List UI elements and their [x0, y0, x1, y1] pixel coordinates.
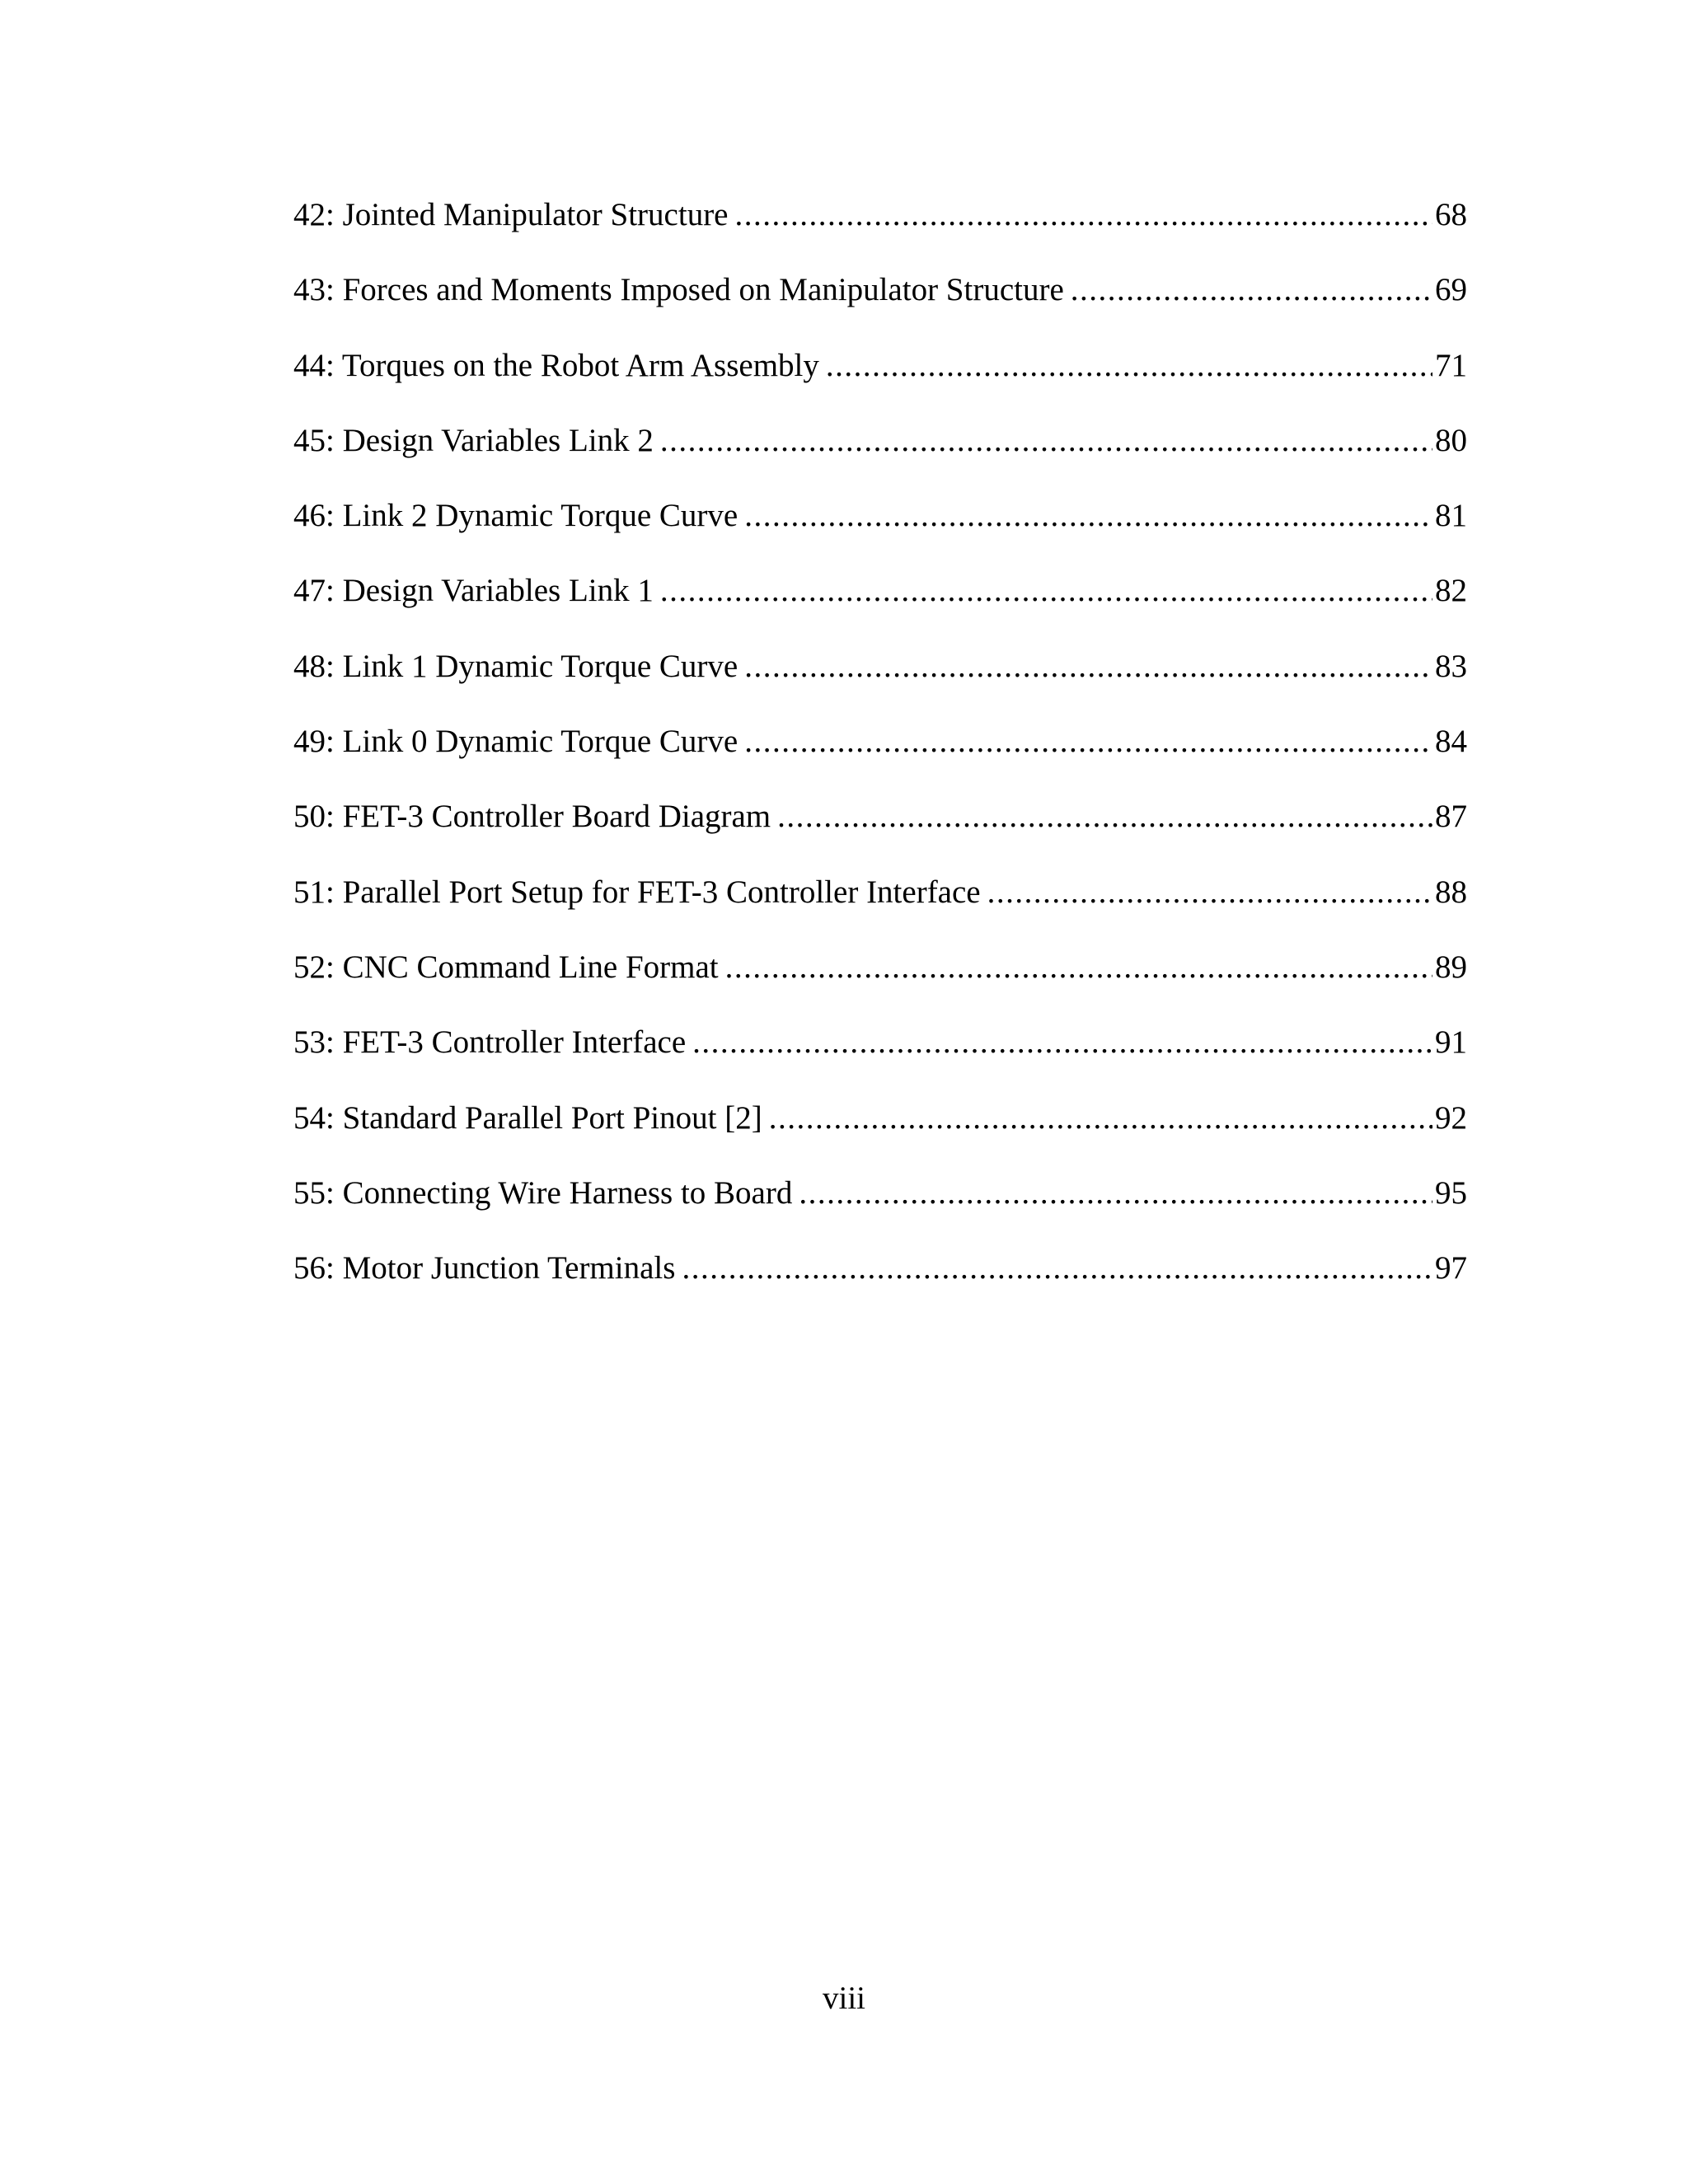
toc-entry-label: 52: CNC Command Line Format — [293, 949, 719, 985]
toc-entry-page: 80 — [1435, 422, 1467, 458]
toc-entry[interactable] — [293, 495, 1467, 570]
toc-entry-label: 51: Parallel Port Setup for FET-3 Controller Interface — [293, 874, 981, 910]
toc-entry-label: 49: Link 0 Dynamic Torque Curve — [293, 724, 738, 760]
toc-entry-page: 91 — [1435, 1024, 1467, 1061]
toc-entry-page: 83 — [1435, 648, 1467, 684]
toc-entry[interactable] — [293, 269, 1467, 344]
toc-entry-label: 55: Connecting Wire Harness to Board — [293, 1174, 793, 1211]
dot-leader — [744, 495, 1432, 537]
dot-leader — [725, 947, 1432, 988]
toc-entry[interactable] — [293, 796, 1467, 871]
toc-entry-page: 81 — [1435, 498, 1467, 534]
dot-leader — [987, 872, 1432, 913]
toc-entry[interactable] — [293, 420, 1467, 495]
toc-entry-label: 56: Motor Junction Terminals — [293, 1250, 676, 1286]
dot-leader — [769, 1098, 1432, 1139]
toc-entry-page: 97 — [1435, 1250, 1467, 1286]
dot-leader — [777, 796, 1432, 837]
toc-entry-label: 45: Design Variables Link 2 — [293, 422, 654, 458]
toc-entry-label: 53: FET-3 Controller Interface — [293, 1024, 687, 1061]
toc-entry-page: 88 — [1435, 874, 1467, 910]
toc-entry[interactable] — [293, 947, 1467, 1022]
toc-entry-label: 43: Forces and Moments Imposed on Manipulator Structure — [293, 272, 1064, 308]
toc-entry-label: 54: Standard Parallel Port Pinout [2] — [293, 1099, 762, 1136]
toc-entry[interactable] — [293, 1098, 1467, 1173]
dot-leader — [660, 420, 1432, 462]
toc-entry-page: 92 — [1435, 1099, 1467, 1136]
toc-entry-page: 95 — [1435, 1174, 1467, 1211]
toc-entry[interactable] — [293, 646, 1467, 721]
dot-leader — [744, 721, 1432, 762]
toc-entry[interactable] — [293, 1173, 1467, 1248]
toc-entry-page: 87 — [1435, 799, 1467, 835]
toc-entry-page: 82 — [1435, 573, 1467, 609]
dot-leader — [692, 1022, 1432, 1063]
list-of-figures — [293, 194, 1467, 1323]
toc-entry-page: 68 — [1435, 197, 1467, 232]
toc-entry-page: 69 — [1435, 272, 1467, 308]
toc-entry-label: 46: Link 2 Dynamic Torque Curve — [293, 498, 738, 534]
dot-leader — [799, 1173, 1432, 1214]
toc-entry[interactable] — [293, 570, 1467, 645]
toc-entry-page: 89 — [1435, 949, 1467, 985]
toc-entry[interactable] — [293, 345, 1467, 420]
toc-entry-page: 84 — [1435, 724, 1467, 760]
dot-leader — [660, 570, 1432, 612]
toc-entry[interactable] — [293, 872, 1467, 947]
page-number: viii — [822, 1980, 865, 2016]
toc-entry-label: 48: Link 1 Dynamic Torque Curve — [293, 648, 738, 684]
toc-entry[interactable] — [293, 1248, 1467, 1323]
toc-entry-label: 42: Jointed Manipulator Structure — [293, 197, 729, 232]
dot-leader — [1071, 269, 1432, 311]
dot-leader — [735, 194, 1433, 236]
dot-leader — [826, 345, 1432, 387]
dot-leader — [682, 1248, 1432, 1289]
toc-entry-page: 71 — [1435, 347, 1467, 383]
toc-entry[interactable] — [293, 194, 1467, 269]
toc-entry[interactable] — [293, 1022, 1467, 1097]
toc-entry-label: 44: Torques on the Robot Arm Assembly — [293, 347, 819, 383]
toc-entry-label: 50: FET-3 Controller Board Diagram — [293, 799, 771, 835]
dot-leader — [744, 646, 1432, 687]
toc-entry-label: 47: Design Variables Link 1 — [293, 573, 654, 609]
toc-entry[interactable] — [293, 721, 1467, 796]
